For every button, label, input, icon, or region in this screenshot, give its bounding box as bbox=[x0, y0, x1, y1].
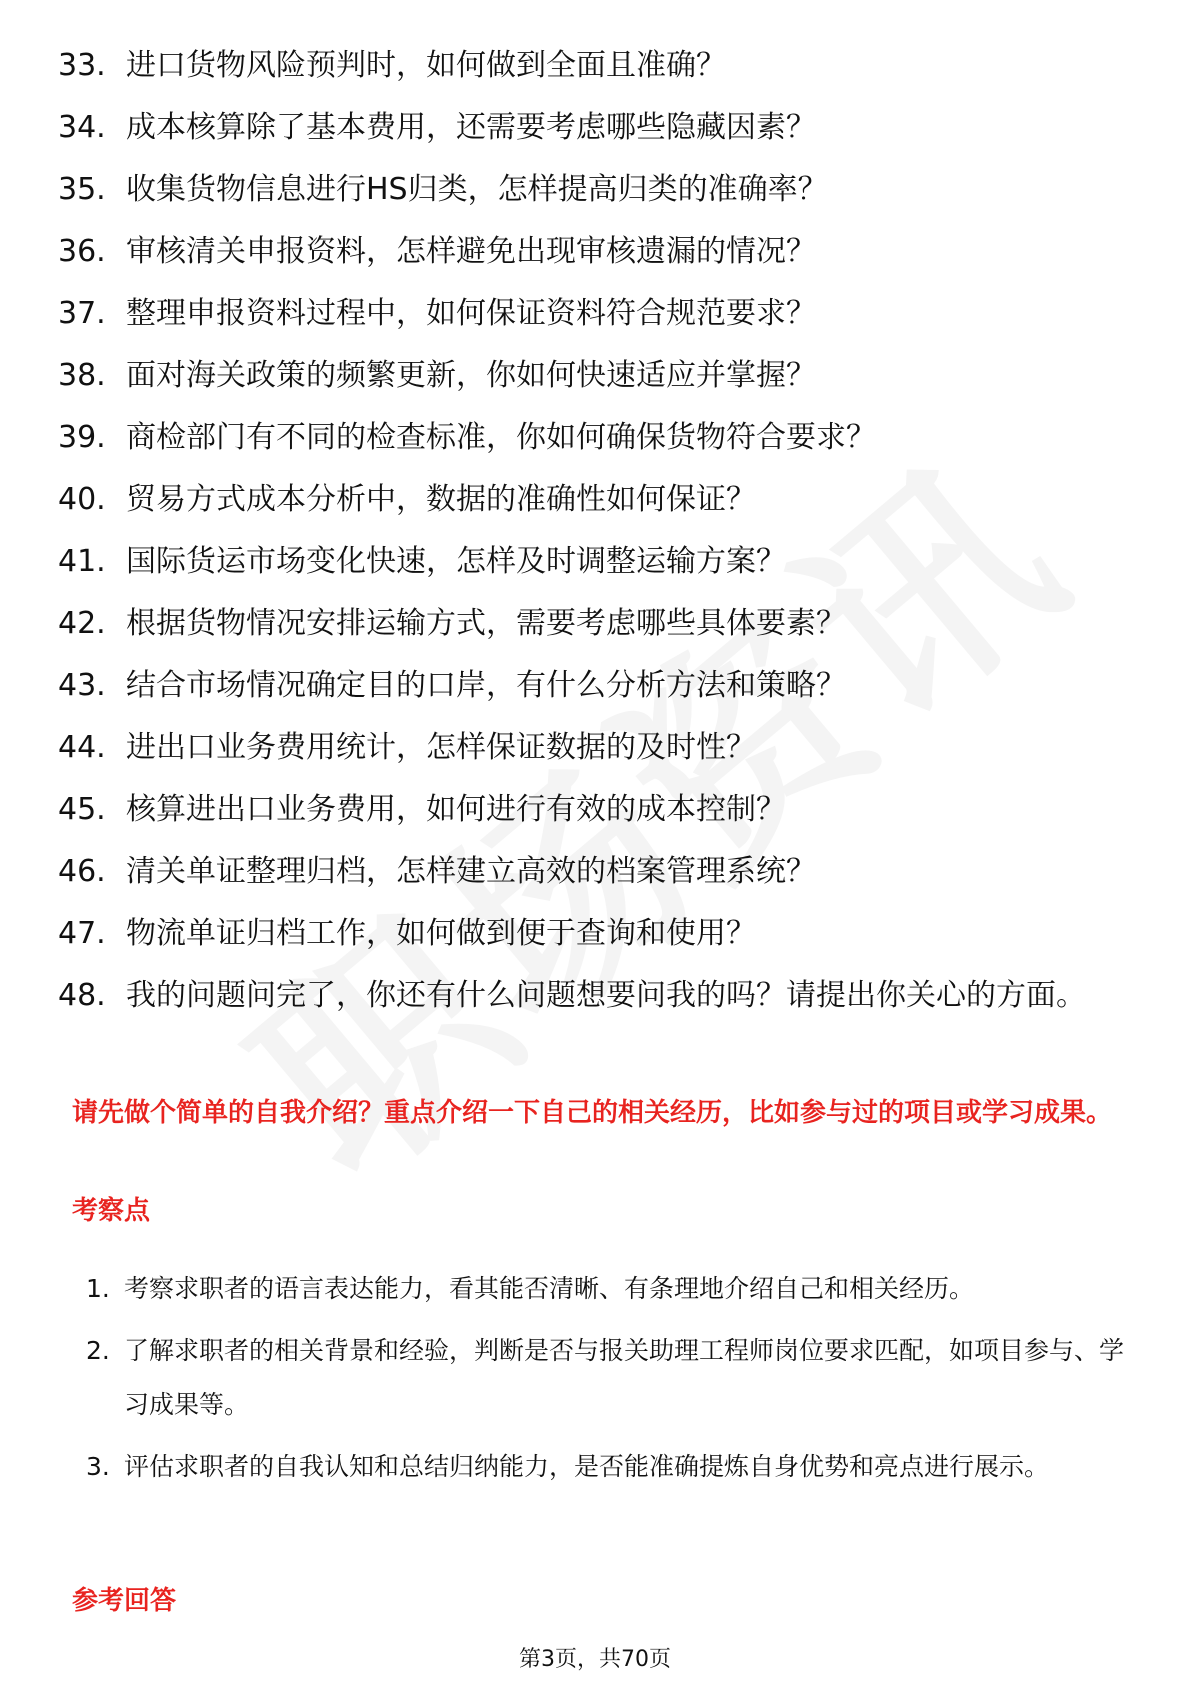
question-text: 根据货物情况安排运输方式，需要考虑哪些具体要素？ bbox=[126, 606, 846, 641]
question-text: 进出口业务费用统计，怎样保证数据的及时性？ bbox=[126, 730, 756, 765]
question-text: 成本核算除了基本费用，还需要考虑哪些隐藏因素？ bbox=[126, 110, 816, 145]
question-number: 42. bbox=[58, 606, 106, 641]
question-text: 我的问题问完了，你还有什么问题想要问我的吗？请提出你关心的方面。 bbox=[126, 978, 1086, 1013]
question-number: 44. bbox=[58, 730, 106, 765]
question-number: 34. bbox=[58, 110, 106, 145]
list-item bbox=[58, 542, 1118, 582]
focus-points-list bbox=[86, 1262, 1126, 1502]
question-text: 核算进出口业务费用，如何进行有效的成本控制？ bbox=[126, 792, 786, 827]
point-number: 2. bbox=[86, 1336, 110, 1365]
question-text: 收集货物信息进行HS归类，怎样提高归类的准确率？ bbox=[126, 172, 828, 207]
list-item bbox=[58, 728, 1118, 768]
list-item bbox=[86, 1324, 1126, 1432]
question-text: 商检部门有不同的检查标准，你如何确保货物符合要求？ bbox=[126, 420, 876, 455]
list-item bbox=[58, 294, 1118, 334]
list-item bbox=[58, 418, 1118, 458]
list-item bbox=[58, 914, 1118, 954]
question-number: 47. bbox=[58, 916, 106, 951]
focus-heading: 考察点 bbox=[72, 1196, 151, 1226]
interview-prompt: 请先做个简单的自我介绍？重点介绍一下自己的相关经历，比如参与过的项目或学习成果。 bbox=[72, 1098, 1113, 1128]
question-number: 48. bbox=[58, 978, 106, 1013]
question-text: 面对海关政策的频繁更新，你如何快速适应并掌握？ bbox=[126, 358, 816, 393]
question-number: 46. bbox=[58, 854, 106, 889]
point-number: 3. bbox=[86, 1452, 110, 1481]
question-number: 40. bbox=[58, 482, 106, 517]
question-number: 33. bbox=[58, 48, 106, 83]
question-number: 38. bbox=[58, 358, 106, 393]
question-number: 36. bbox=[58, 234, 106, 269]
question-text: 进口货物风险预判时，如何做到全面且准确？ bbox=[126, 48, 726, 83]
list-item bbox=[58, 790, 1118, 830]
question-text: 审核清关申报资料，怎样避免出现审核遗漏的情况？ bbox=[126, 234, 816, 269]
question-number: 39. bbox=[58, 420, 106, 455]
question-number: 45. bbox=[58, 792, 106, 827]
list-item bbox=[58, 976, 1118, 1016]
point-text: 评估求职者的自我认知和总结归纳能力，是否能准确提炼自身优势和亮点进行展示。 bbox=[124, 1452, 1050, 1481]
question-text: 物流单证归档工作，如何做到便于查询和使用？ bbox=[126, 916, 756, 951]
answer-heading: 参考回答 bbox=[72, 1586, 177, 1616]
list-item bbox=[58, 666, 1118, 706]
list-item bbox=[86, 1262, 1126, 1316]
question-number: 37. bbox=[58, 296, 106, 331]
question-text: 结合市场情况确定目的口岸，有什么分析方法和策略？ bbox=[126, 668, 846, 703]
question-text: 国际货运市场变化快速，怎样及时调整运输方案？ bbox=[126, 544, 786, 579]
point-text: 了解求职者的相关背景和经验，判断是否与报关助理工程师岗位要求匹配，如项目参与、学习成果等。 bbox=[124, 1336, 1125, 1419]
question-list bbox=[58, 46, 1118, 1016]
list-item bbox=[58, 232, 1118, 272]
point-number: 1. bbox=[86, 1274, 110, 1303]
list-item bbox=[58, 480, 1118, 520]
list-item bbox=[58, 46, 1118, 86]
question-text: 贸易方式成本分析中，数据的准确性如何保证？ bbox=[126, 482, 756, 517]
list-item bbox=[58, 356, 1118, 396]
list-item bbox=[58, 852, 1118, 892]
page-number: 第3页，共70页 bbox=[519, 1647, 671, 1672]
question-text: 整理申报资料过程中，如何保证资料符合规范要求？ bbox=[126, 296, 816, 331]
list-item bbox=[58, 108, 1118, 148]
list-item bbox=[58, 604, 1118, 644]
question-text: 清关单证整理归档，怎样建立高效的档案管理系统？ bbox=[126, 854, 816, 889]
question-number: 35. bbox=[58, 172, 106, 207]
list-item bbox=[58, 170, 1118, 210]
point-text: 考察求职者的语言表达能力，看其能否清晰、有条理地介绍自己和相关经历。 bbox=[124, 1274, 975, 1303]
question-number: 43. bbox=[58, 668, 106, 703]
question-number: 41. bbox=[58, 544, 106, 579]
list-item bbox=[86, 1440, 1126, 1494]
